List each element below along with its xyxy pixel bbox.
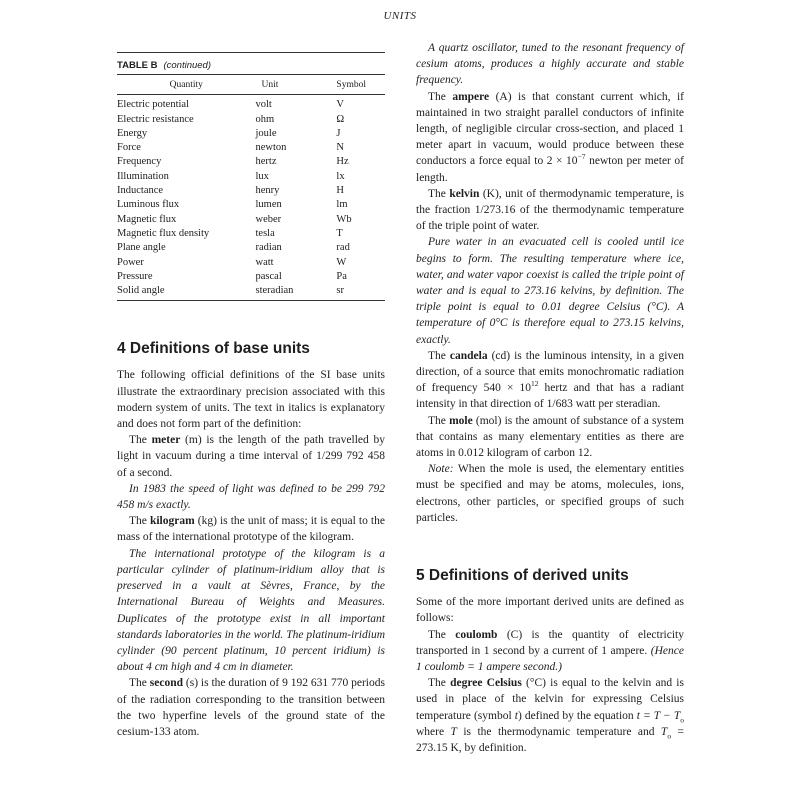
coulomb-text: (C) is the quantity of electricity transported in 1 second by a current of 1 ampere. <box>416 628 684 657</box>
the-word: The <box>129 515 150 528</box>
row-quantity: Magnetic flux <box>117 213 177 225</box>
mole-definition <box>416 413 684 462</box>
row-symbol: H <box>336 185 344 197</box>
coulomb-term: coulomb <box>455 628 498 641</box>
table-top-rule <box>117 52 385 53</box>
row-symbol: Ω <box>336 113 345 125</box>
running-head: UNITS <box>383 10 417 22</box>
table-row <box>117 270 385 284</box>
table-bottom-rule <box>117 300 385 301</box>
ampere-exponent: −7 <box>577 152 586 162</box>
celsius-where: where <box>416 725 451 738</box>
celsius-T2: T <box>660 725 668 738</box>
kilogram-term: kilogram <box>149 515 195 528</box>
mole-term: mole <box>449 414 473 427</box>
row-quantity: Luminous flux <box>117 199 180 211</box>
table-row <box>117 198 385 212</box>
row-symbol: lx <box>336 170 345 182</box>
the-word: The <box>428 349 450 362</box>
row-symbol: Hz <box>336 156 349 168</box>
candela-definition <box>416 348 684 413</box>
coulomb-definition <box>416 627 684 676</box>
celsius-rest: is the thermodynamic temperature and <box>456 725 661 738</box>
the-word: The <box>129 677 150 690</box>
header-symbol: Symbol <box>334 75 385 95</box>
ampere-text: (A) is that constant current which, if maintained in two straight parallel conductors of infinite length, of negligible circular cross-section, and placed 1 meter apart in vacuum, would produce between these conductors a force equal to 2 × 10 <box>416 90 684 168</box>
row-unit: ohm <box>255 113 275 125</box>
row-symbol: W <box>336 256 347 268</box>
row-unit: henry <box>255 185 280 197</box>
row-quantity: Electric resistance <box>117 113 194 125</box>
row-symbol: N <box>336 142 344 154</box>
section-5-intro: Some of the more important derived units are defined as follows: <box>416 596 684 625</box>
row-symbol: T <box>336 227 343 239</box>
table-label: TABLE B <box>117 60 158 71</box>
meter-definition <box>117 432 385 481</box>
row-unit: volt <box>255 99 272 111</box>
ampere-end: newton per meter of length. <box>416 155 685 184</box>
celsius-symbol: t <box>514 709 518 722</box>
celsius-T: T <box>450 725 457 738</box>
row-symbol: J <box>336 127 341 139</box>
kelvin-text: (K), unit of thermodynamic temperature, is the fraction 1/273.16 of the thermodynamic temperature of the triple point of water. <box>416 187 684 233</box>
celsius-equation: t = T − T <box>636 709 681 722</box>
right-column <box>416 40 684 756</box>
row-quantity: Frequency <box>117 156 162 168</box>
row-unit: tesla <box>255 227 275 239</box>
table-row <box>117 184 385 198</box>
row-quantity: Power <box>117 256 144 268</box>
the-word: The <box>129 434 152 447</box>
meter-text: (m) is the length of the path travelled by light in vacuum during a time interval of 1/299 792 458 of a second. <box>117 434 385 479</box>
table-row <box>117 213 385 227</box>
kilogram-definition <box>117 513 385 545</box>
second-definition <box>117 675 385 740</box>
row-quantity: Inductance <box>117 185 164 197</box>
row-unit: steradian <box>255 285 294 297</box>
row-quantity: Plane angle <box>117 242 166 254</box>
the-word: The <box>428 414 450 427</box>
celsius-definition <box>416 675 684 756</box>
row-unit: lux <box>255 170 269 182</box>
table-row <box>117 155 385 169</box>
kilogram-note: The international prototype of the kilogram is a particular cylinder of platinum-iridium alloy that is preserved in a vault at Sèvres, France, by the International Bureau of Weights and Measures. Duplicates of the prototype exist in all important standards laboratories in the world. The platinum-iridium cylinder (90 percent platinum, 10 percent iridium) is about 4 cm high and 4 cm in diameter. <box>117 547 385 674</box>
header-quantity: Quantity <box>117 75 256 95</box>
row-unit: radian <box>255 242 282 254</box>
row-unit: joule <box>255 127 277 139</box>
row-symbol: lm <box>336 199 348 211</box>
section-4-heading: 4 Definitions of base units <box>117 340 310 358</box>
meter-note: In 1983 the speed of light was defined to be 299 792 458 m/s exactly. <box>117 482 385 512</box>
row-symbol: sr <box>336 285 344 297</box>
ampere-definition <box>416 89 684 186</box>
table-row <box>117 256 385 270</box>
row-quantity: Energy <box>117 127 148 139</box>
celsius-end: = 273.15 K, by definition. <box>416 725 684 754</box>
candela-text: (cd) is the luminous intensity, in a given direction, of a source that emits monochromatic radiation of frequency 540 × 10 <box>416 349 684 395</box>
row-quantity: Solid angle <box>117 285 165 297</box>
candela-end: hertz and that has a radiant intensity in that direction of 1/683 watt per steradian. <box>416 382 684 411</box>
row-symbol: Wb <box>336 213 352 225</box>
units-table <box>117 74 385 298</box>
row-unit: watt <box>255 256 274 268</box>
table-row <box>117 227 385 241</box>
quartz-note: A quartz oscillator, tuned to the resonant frequency of cesium atoms, produces a highly accurate and stable frequency. <box>416 42 684 87</box>
row-quantity: Magnetic flux density <box>117 227 210 239</box>
row-quantity: Illumination <box>117 170 169 182</box>
celsius-subscript-2: o <box>667 731 672 741</box>
kelvin-note: Pure water in an evacuated cell is cooled until ice begins to form. The resulting temperature where ice, water, and water vapor coexist is called the triple point of water and is equal to 273.16 kelvins, by definition. The triple point is equal to 0.01 degree Celsius (°C). A temperature of 0°C is therefore equal to 273.15 kelvins, exactly. <box>416 236 684 346</box>
row-quantity: Pressure <box>117 270 153 282</box>
kelvin-definition <box>416 186 684 235</box>
row-unit: pascal <box>255 270 282 282</box>
table-row <box>117 95 385 113</box>
second-text: (s) is the duration of 9 192 631 770 periods of the radiation corresponding to the transition between the two hyperfine levels of the ground state of the cesium-133 atom. <box>117 677 385 738</box>
table-continued: (continued) <box>163 60 211 71</box>
table-row <box>117 141 385 155</box>
the-word: The <box>428 628 456 641</box>
row-quantity: Force <box>117 142 141 154</box>
candela-exponent: 12 <box>531 379 539 389</box>
section-5-heading: 5 Definitions of derived units <box>416 567 629 585</box>
row-symbol: rad <box>336 242 350 254</box>
celsius-subscript: o <box>680 714 684 724</box>
table-row <box>117 127 385 141</box>
the-word: The <box>428 90 453 103</box>
candela-term: candela <box>449 349 488 362</box>
mole-note <box>416 461 684 526</box>
row-unit: lumen <box>255 199 282 211</box>
table-row <box>117 284 385 298</box>
ampere-term: ampere <box>452 90 490 103</box>
section-4-intro: The following official definitions of the SI base units illustrate the extraordinary precision associated with this modern system of units. The text in italics is explanatory and does not form part of the definition: <box>117 369 385 431</box>
note-text: When the mole is used, the elementary entities must be specified and may be atoms, molecules, ions, electrons, other particles, or specified groups of such particles. <box>416 463 684 524</box>
row-quantity: Electric potential <box>117 99 190 111</box>
row-symbol: Pa <box>336 270 347 282</box>
celsius-text: (°C) is equal to the kelvin and is used in place of the kelvin for expressing Celsius temperature (symbol <box>416 677 684 722</box>
header-unit: Unit <box>256 75 335 95</box>
table-row <box>117 241 385 255</box>
row-unit: hertz <box>255 156 277 168</box>
table-row <box>117 113 385 127</box>
table-caption <box>117 60 385 74</box>
celsius-term: degree Celsius <box>450 677 522 690</box>
meter-term: meter <box>151 434 181 447</box>
second-term: second <box>149 677 183 690</box>
celsius-mid: ) defined by the equation <box>517 709 637 722</box>
table-header-row <box>117 75 385 95</box>
left-column <box>117 52 385 740</box>
kelvin-term: kelvin <box>449 187 480 200</box>
table-body <box>117 95 385 299</box>
row-symbol: V <box>336 99 344 111</box>
coulomb-note: (Hence 1 coulomb = 1 ampere second.) <box>416 644 684 673</box>
note-label: Note: <box>428 463 454 476</box>
table-row <box>117 170 385 184</box>
kilogram-text: (kg) is the unit of mass; it is equal to the mass of the international prototype of the kilogram. <box>117 515 385 544</box>
mole-text: (mol) is the amount of substance of a system that contains as many elementary entities as there are atoms in 0.012 kilogram of carbon 12. <box>416 414 684 460</box>
the-word: The <box>428 677 451 690</box>
row-unit: newton <box>255 142 287 154</box>
the-word: The <box>428 187 450 200</box>
row-unit: weber <box>255 213 282 225</box>
